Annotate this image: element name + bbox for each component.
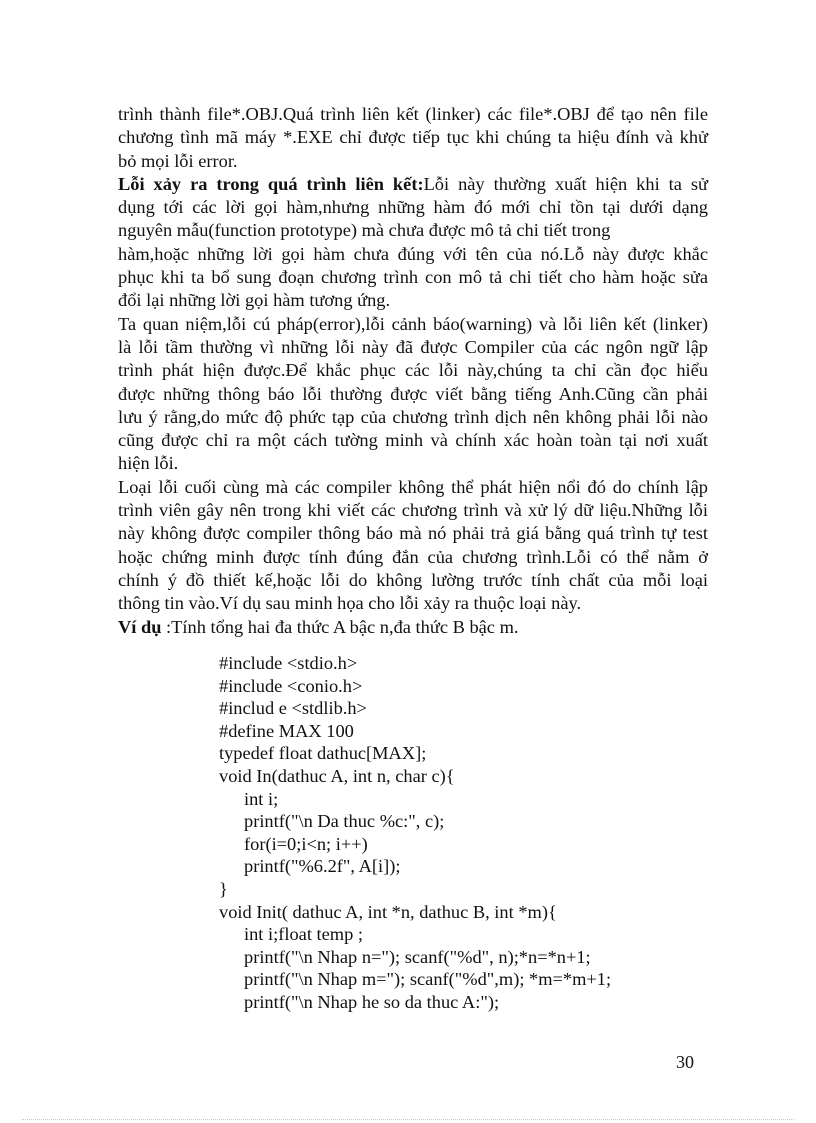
code-line: printf("%6.2f", A[i]); <box>244 856 401 877</box>
code-line: int i;float temp ; <box>244 924 364 945</box>
text-line: bỏ mọi lỗi error. <box>118 150 238 171</box>
example-line <box>118 616 708 639</box>
code-line: printf("\n Nhap he so da thuc A:"); <box>244 991 500 1012</box>
text-line: chương tình mã máy *.EXE chỉ được tiếp tục khi chúng ta hiệu đính và khử <box>118 127 708 148</box>
text-line: đổi lại những lời gọi hàm tương ứng. <box>118 290 391 311</box>
text-line: chính ý đồ thiết kế,hoặc lỗi do không lường trước tính chất của mỗi loại <box>118 569 708 590</box>
text-line: nguyên mẫu(function prototype) mà chưa được mô tả chi tiết trong <box>118 220 611 241</box>
text-line: trình thành file*.OBJ.Quá trình liên kết (linker) các file*.OBJ để tạo nên file <box>118 104 708 124</box>
page-number: 30 <box>676 1052 694 1072</box>
code-line: void Init( dathuc A, int *n, dathuc B, int *m){ <box>219 901 557 922</box>
text-line: lưu ý rằng,do mức độ phức tạp của chương trình dịch nên không phải lỗi nào <box>118 406 708 427</box>
text-span: Lỗi này thường xuất hiện khi ta sử <box>423 173 709 194</box>
text-line: trình phát hiện được.Để khắc phục các lỗi này,chúng ta chỉ cần đọc hiểu <box>118 360 708 381</box>
text-line: Loại lỗi cuối cùng mà các compiler không thể phát hiện nổi đó do chính lập <box>118 476 708 497</box>
code-line: #define MAX 100 <box>219 720 354 741</box>
code-line: printf("\n Nhap m="); scanf("%d",m); *m=*m+1; <box>244 969 612 990</box>
text-line: hoặc chứng minh được tính đúng đắn của chương trình.Lỗi có thể nằm ở <box>118 546 708 567</box>
code-line: for(i=0;i<n; i++) <box>244 833 368 854</box>
text-line: này không được compiler thông báo mà nó phải trả giá bằng quá trình tự test <box>118 523 708 544</box>
code-line: #include <stdio.h> <box>219 653 358 673</box>
body-text <box>118 103 708 639</box>
code-line: void In(dathuc A, int n, char c){ <box>219 765 455 786</box>
example-label: Ví dụ <box>118 616 162 637</box>
code-line: typedef float dathuc[MAX]; <box>219 743 427 764</box>
text-line: trình viên gây nên trong khi viết các chương trình và xử lý dữ liệu.Những lỗi <box>118 500 708 521</box>
text-line: phục khi ta bổ sung đoạn chương trình con mô tả chi tiết cho hàm hoặc sửa <box>118 267 708 288</box>
text-line <box>118 173 708 196</box>
section-heading: Lỗi xảy ra trong quá trình liên kết: <box>118 173 424 194</box>
footer-divider <box>22 1119 794 1120</box>
text-line: hàm,hoặc những lời gọi hàm chưa đúng với tên của nó.Lỗ này được khắc <box>118 243 708 264</box>
text-line: cũng được chỉ ra một cách tường minh và chính xác hoàn toàn tại nơi xuất <box>118 430 708 451</box>
text-line: thông tin vào.Ví dụ sau minh họa cho lỗi xảy ra thuộc loại này. <box>118 593 582 614</box>
text-line: hiện lỗi. <box>118 453 179 474</box>
text-line: Ta quan niệm,lỗi cú pháp(error),lỗi cảnh báo(warning) và lỗi liên kết (linker) <box>118 313 708 334</box>
code-line: printf("\n Nhap n="); scanf("%d", n);*n=*n+1; <box>244 946 591 967</box>
text-line: được những thông báo lỗi thường được viết bằng tiếng Anh.Cũng cần phải <box>118 383 708 404</box>
code-line: int i; <box>244 788 279 809</box>
code-block <box>219 652 699 1014</box>
text-line: là lỗi tầm thường vì những lỗi này đã được Compiler của các ngôn ngữ lập <box>118 336 708 357</box>
code-line: #include <conio.h> <box>219 675 363 696</box>
example-text: :Tính tổng hai đa thức A bậc n,đa thức B bậc m. <box>161 616 519 637</box>
code-line: #includ e <stdlib.h> <box>219 698 367 719</box>
text-line: dụng tới các lời gọi hàm,nhưng những hàm đó mới chỉ tồn tại dưới dạng <box>118 197 708 218</box>
code-line: } <box>219 878 228 899</box>
code-line: printf("\n Da thuc %c:", c); <box>244 811 445 832</box>
